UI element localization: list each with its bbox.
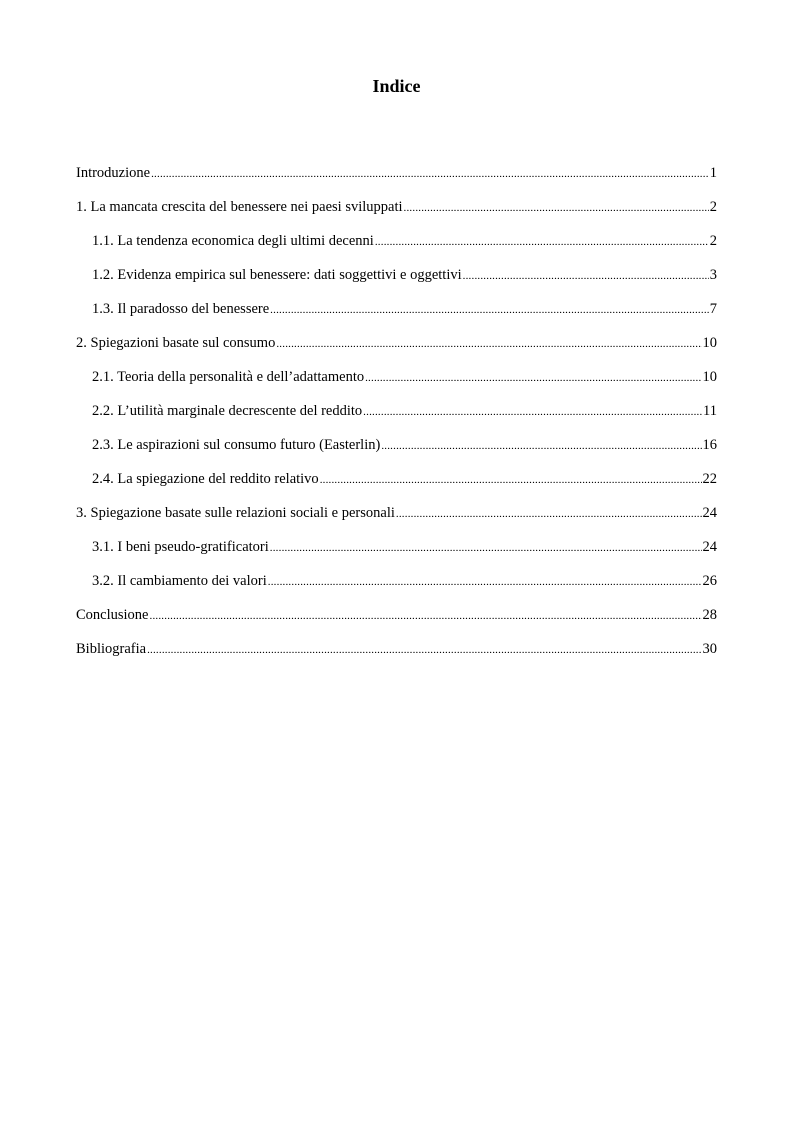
toc-entry-label: 2.2. L’utilità marginale decrescente del reddito [92, 403, 363, 419]
table-of-contents [76, 162, 717, 672]
toc-entry-page: 24 [702, 505, 717, 521]
toc-entry [76, 638, 717, 672]
toc-entry [76, 468, 717, 502]
toc-dot-leader [147, 639, 701, 661]
toc-entry [76, 502, 717, 536]
toc-entry [76, 196, 717, 230]
toc-entry-page: 30 [702, 641, 717, 657]
toc-dot-leader [268, 571, 702, 593]
toc-dot-leader [404, 197, 709, 219]
toc-entry [76, 366, 717, 400]
toc-entry-label: 3.1. I beni pseudo-gratificatori [92, 539, 269, 555]
toc-entry-label: 1.3. Il paradosso del benessere [92, 301, 270, 317]
toc-entry-page: 22 [702, 471, 717, 487]
toc-entry-page: 24 [702, 539, 717, 555]
toc-entry-label: 2. Spiegazioni basate sul consumo [76, 335, 276, 351]
toc-entry [76, 230, 717, 264]
toc-entry-label: 1.2. Evidenza empirica sul benessere: dati soggettivi e oggettivi [92, 267, 462, 283]
toc-entry-page: 28 [702, 607, 717, 623]
toc-entry-page: 11 [703, 403, 717, 419]
toc-dot-leader [150, 605, 702, 627]
toc-dot-leader [270, 299, 709, 321]
toc-dot-leader [320, 469, 702, 491]
toc-entry [76, 570, 717, 604]
toc-entry [76, 536, 717, 570]
toc-dot-leader [365, 367, 701, 389]
toc-dot-leader [375, 231, 709, 253]
toc-entry-label: Bibliografia [76, 641, 147, 657]
toc-entry-label: Introduzione [76, 165, 151, 181]
toc-dot-leader [151, 163, 709, 185]
toc-entry-label: 2.4. La spiegazione del reddito relativo [92, 471, 319, 487]
toc-entry-label: 3.2. Il cambiamento dei valori [92, 573, 267, 589]
toc-entry-page: 16 [702, 437, 717, 453]
toc-entry [76, 264, 717, 298]
toc-dot-leader [463, 265, 709, 287]
toc-entry-label: 3. Spiegazione basate sulle relazioni sociali e personali [76, 505, 395, 521]
toc-entry-label: 2.3. Le aspirazioni sul consumo futuro (Easterlin) [92, 437, 381, 453]
toc-entry-page: 7 [709, 301, 717, 317]
toc-entry [76, 604, 717, 638]
toc-entry-page: 3 [709, 267, 717, 283]
toc-entry [76, 162, 717, 196]
toc-entry-label: 2.1. Teoria della personalità e dell’adattamento [92, 369, 365, 385]
toc-entry [76, 298, 717, 332]
toc-entry-label: 1. La mancata crescita del benessere nei paesi sviluppati [76, 199, 403, 215]
toc-entry-page: 2 [709, 199, 717, 215]
toc-dot-leader [270, 537, 702, 559]
toc-dot-leader [363, 401, 702, 423]
toc-dot-leader [381, 435, 701, 457]
page-title: Indice [372, 76, 421, 96]
toc-entry-page: 2 [709, 233, 717, 249]
toc-entry [76, 332, 717, 366]
toc-entry-page: 1 [709, 165, 717, 181]
toc-entry [76, 434, 717, 468]
toc-entry [76, 400, 717, 434]
toc-dot-leader [276, 333, 701, 355]
toc-entry-label: Conclusione [76, 607, 149, 623]
toc-entry-label: 1.1. La tendenza economica degli ultimi decenni [92, 233, 374, 249]
toc-entry-page: 10 [702, 369, 717, 385]
toc-entry-page: 10 [702, 335, 717, 351]
toc-dot-leader [396, 503, 702, 525]
toc-entry-page: 26 [702, 573, 717, 589]
